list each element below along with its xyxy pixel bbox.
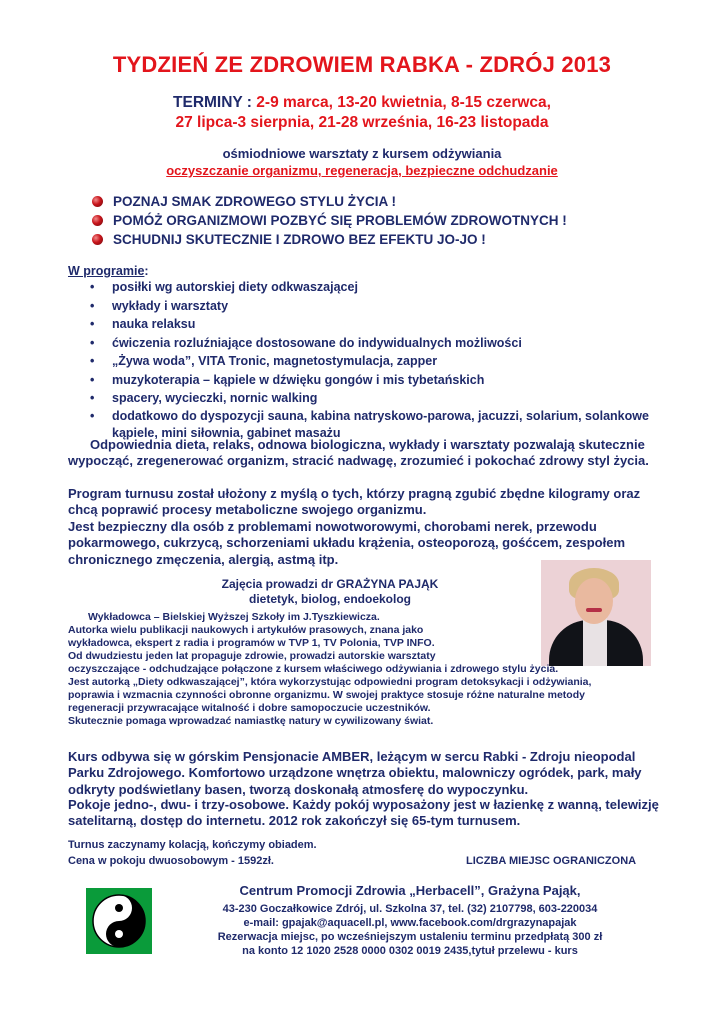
- program-heading: [68, 264, 149, 278]
- list-item: • dodatkowo do dyspozycji sauna, kabina natryskowo-parowa, jacuzzi, solarium, solankowe kąpiele, mini siłownia, gabinet masażu: [90, 408, 650, 442]
- footer-address: 43-230 Goczałkowice Zdrój, ul. Szkolna 37, tel. (32) 2107798, 603-220034: [222, 903, 598, 915]
- program-heading-text: W programie: [68, 264, 145, 278]
- list-item: • ćwiczenia rozluźniające dostosowane do indywidualnych możliwości: [90, 334, 650, 353]
- bio-line: oczyszczające - odchudzające połączone z kursem właściwego odżywiania i zdrowego stylu życia.: [68, 663, 559, 675]
- terms-label: TERMINY: [173, 94, 243, 111]
- bio-line: Od dwudziestu jeden lat propaguje zdrowie, prowadzi autorskie warsztaty: [68, 650, 436, 662]
- description-paragraph-1: Odpowiednia dieta, relaks, odnowa biologiczna, wykłady i warsztaty pozwalają skutecznie wypocząć, zregenerować organizm, stracić nadwagę, zrozumieć i pokochać zdrowy styl życia.: [68, 437, 649, 469]
- list-item: • muzykoterapia – kąpiele w dźwięku gongów i mis tybetańskich: [90, 371, 650, 390]
- yin-yang-logo: [86, 888, 152, 954]
- slogan-text: SCHUDNIJ SKUTECZNIE I ZDROWO BEZ EFEKTU JO-JO !: [113, 232, 486, 247]
- bio-line: wykładowca, ekspert z radia i programów w TVP 1, TV Polonia, TVP INFO.: [68, 637, 435, 649]
- list-item: • „Żywa woda”, VITA Tronic, magnetostymulacja, zapper: [90, 352, 650, 371]
- turnus-info: Turnus zaczynamy kolacją, kończymy obiadem.: [68, 839, 317, 851]
- slogan-text: POZNAJ SMAK ZDROWEGO STYLU ŻYCIA !: [113, 194, 396, 209]
- workshop-topics: oczyszczanie organizmu, regeneracja, bezpieczne odchudzanie: [166, 163, 558, 178]
- list-item: • posiłki wg autorskiej diety odkwaszającej: [90, 278, 650, 297]
- bio-line: Autorka wielu publikacji naukowych i artykułów prasowych, znana jako: [68, 624, 424, 636]
- bio-line: Wykładowca – Bielskiej Wyższej Szkoły im J.Tyszkiewicza.: [88, 611, 380, 623]
- list-item: • wykłady i warsztaty: [90, 297, 650, 316]
- program-heading-colon: :: [144, 264, 149, 278]
- description-paragraph-3: Jest bezpieczny dla osób z problemami nowotworowymi, chorobami nerek, przewodu pokarmowego, cukrzycą, schorzeniami układu krążenia, osteoporozą, gośćcem, zespołem chronicznego zmęczenia, alergią, astmą itp.: [68, 519, 626, 567]
- red-bullet-icon: [92, 215, 103, 226]
- program-list: [90, 278, 650, 442]
- limited-places-note: LICZBA MIEJSC OGRANICZONA: [466, 855, 637, 867]
- terms-dates-2: 27 lipca-3 sierpnia, 21-28 września, 16-23 listopada: [175, 114, 549, 131]
- terms-dates-1: 2-9 marca, 13-20 kwietnia, 8-15 czerwca,: [256, 94, 551, 111]
- bio-line: Skutecznie pomaga wprowadzać namiastkę natury w cywilizowany świat.: [68, 715, 434, 727]
- instructor-bio: [68, 611, 668, 728]
- instructor-block: [200, 577, 460, 607]
- venue-paragraph-1: Kurs odbywa się w górskim Pensjonacie AMBER, leżącym w sercu Rabki - Zdroju nieopodal Parku Zdrojowego. Komfortowo urządzone wnętrza obiektu, malowniczy ogródek, park, mały odkryty podświetlany basen, tworzą doskonałą atmosferę do wypoczynku.: [68, 749, 642, 797]
- red-bullet-icon: [92, 234, 103, 245]
- description-paragraph-2: Program turnusu został ułożony z myślą o tych, którzy pragną zgubić zbędne kilogramy oraz chcą poprawić procesy metaboliczne swojego organizmu.: [68, 486, 641, 518]
- list-item: • spacery, wycieczki, nornic walking: [90, 389, 650, 408]
- footer-reservation: Rezerwacja miejsc, po wcześniejszym ustaleniu terminu przedpłatą 300 zł: [217, 931, 603, 943]
- slogan-list: [92, 192, 652, 249]
- slogan-item: [92, 230, 652, 249]
- bio-line: poprawia i wzmacnia czynności obronne organizmu. W swojej praktyce stosuje różne naturalne metody: [68, 689, 585, 701]
- footer-email[interactable]: e-mail: gpajak@aquacell.pl, www.facebook.com/drgrazynapajak: [243, 917, 577, 929]
- footer-account: na konto 12 1020 2528 0000 0302 0019 2435,tytuł przelewu - kurs: [242, 945, 578, 957]
- terms-separator: :: [242, 94, 257, 111]
- page-title: TYDZIEŃ ZE ZDROWIEM RABKA - ZDRÓJ 2013: [112, 52, 612, 77]
- footer-organization: Centrum Promocji Zdrowia „Herbacell”, Grażyna Pająk,: [239, 883, 581, 898]
- list-item: • nauka relaksu: [90, 315, 650, 334]
- venue-paragraph-2: Pokoje jedno-, dwu- i trzy-osobowe. Każdy pokój wyposażony jest w łazienkę z wanną, telewizję satelitarną, dostęp do internetu. 2012 rok zakończył się 65-tym turnusem.: [68, 797, 659, 829]
- terms-line-1: [0, 94, 724, 112]
- instructor-titles: dietetyk, biolog, endoekolog: [248, 592, 411, 606]
- instructor-name: Zajęcia prowadzi dr GRAŻYNA PAJĄK: [221, 577, 439, 591]
- red-bullet-icon: [92, 196, 103, 207]
- bio-line: regeneracji przywracające witalność i dobre samopoczucie uczestników.: [68, 702, 431, 714]
- workshop-subtitle: ośmiodniowe warsztaty z kursem odżywiania: [222, 146, 502, 161]
- slogan-item: [92, 192, 652, 211]
- slogan-item: [92, 211, 652, 230]
- bio-line: Jest autorką „Diety odkwaszającej”, która wykorzystując odpowiedni program detoksykacji i odżywiania,: [68, 676, 592, 688]
- price-info: Cena w pokoju dwuosobowym - 1592zł.: [68, 855, 274, 867]
- slogan-text: POMÓŻ ORGANIZMOWI POZBYĆ SIĘ PROBLEMÓW ZDROWOTNYCH !: [113, 213, 567, 228]
